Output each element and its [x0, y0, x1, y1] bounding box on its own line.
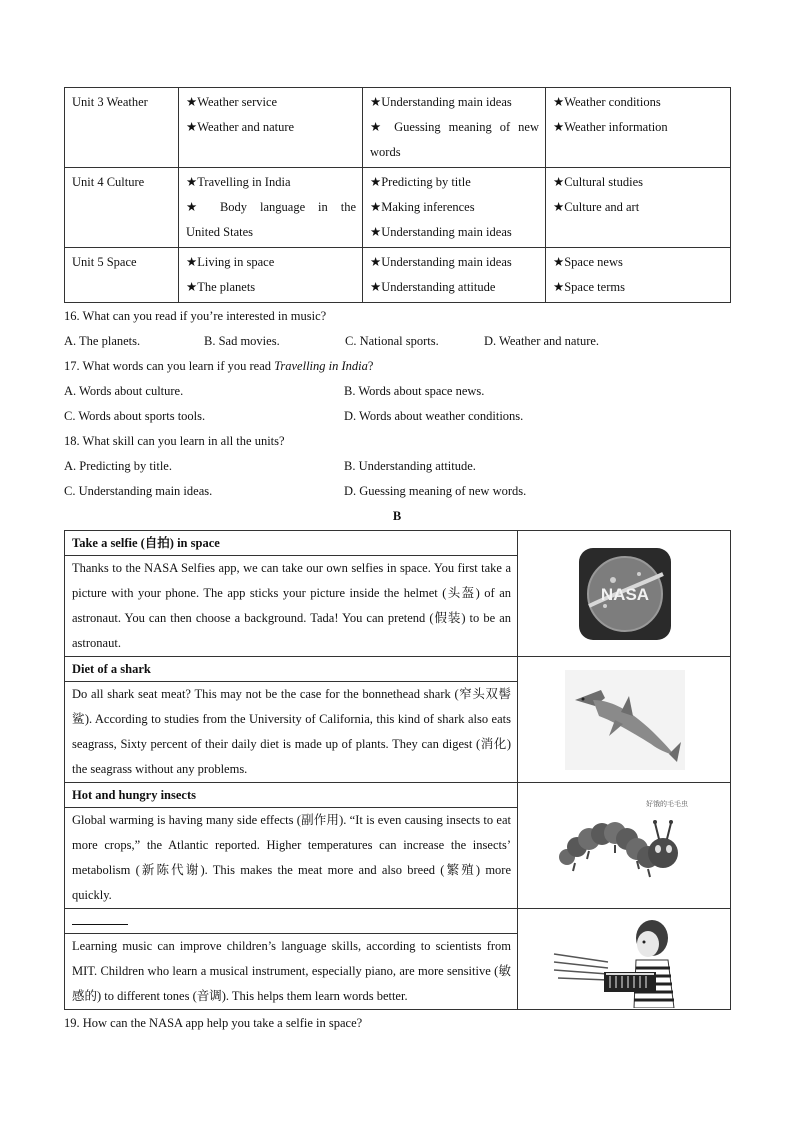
option-b[interactable]: B. Sad movies. [204, 334, 280, 348]
title-blank-line[interactable] [72, 910, 128, 925]
unit-cell: Unit 3 Weather [65, 88, 179, 168]
options-row [64, 479, 730, 504]
child-piano-picture [550, 910, 700, 1008]
skills-cell: ★Predicting by title ★Making inferences ★Understanding main ideas [363, 168, 546, 248]
table-row [65, 248, 731, 303]
skills-cell: ★Understanding main ideas ★ Guessing meaning of new words [363, 88, 546, 168]
article-body: Global warming is having many side effects (副作用). “It is even causing insects to eat more crops,” the Atlantic reported. Higher temperatures can increase the insects’ metabolism (新陈代谢). This makes the meat more and also breed (繁殖) more quickly. [65, 808, 518, 909]
unit-cell: Unit 5 Space [65, 248, 179, 303]
article-image-cell [518, 531, 731, 657]
article-image-cell [518, 909, 731, 1010]
article-title-blank [65, 909, 518, 934]
question-stem: 18. What skill can you learn in all the units? [64, 434, 285, 448]
question-19-stem: 19. How can the NASA app help you take a selfie in space? [64, 1016, 363, 1030]
options-row [64, 379, 730, 404]
svg-text:NASA: NASA [600, 584, 649, 604]
option-a[interactable]: A. Words about culture. [64, 384, 184, 398]
option-c[interactable]: C. Words about sports tools. [64, 409, 206, 423]
article-body: Do all shark seat meat? This may not be the case for the bonnethead shark (窄头双髻鲨). According to studies from the University of California, this kind of shark also eats seagrass, Sixty percent of their daily diet is made up of plants. They can digest (消化) the seagrass without any problems. [65, 682, 518, 783]
article-image-cell [518, 657, 731, 783]
topics-cell: ★Living in space ★The planets [179, 248, 363, 303]
option-d[interactable]: D. Weather and nature. [484, 334, 600, 348]
topics-cell: ★Weather service ★Weather and nature [179, 88, 363, 168]
table-row [65, 531, 731, 556]
option-c[interactable]: C. National sports. [345, 334, 439, 348]
articles-table [64, 530, 731, 1010]
skills-cell: ★Understanding main ideas ★Understanding attitude [363, 248, 546, 303]
table-row [65, 88, 731, 168]
options-row [64, 454, 730, 479]
question-stem: 16. What can you read if you’re interested in music? [64, 309, 327, 323]
option-d[interactable]: D. Words about weather conditions. [344, 409, 524, 423]
topics-cell: ★Travelling in India ★ Body language in the United States [179, 168, 363, 248]
article-title: Hot and hungry insects [65, 783, 518, 808]
words-cell: ★Weather conditions ★Weather information [546, 88, 731, 168]
option-b[interactable]: B. Understanding attitude. [344, 459, 476, 473]
table-row [65, 783, 731, 808]
caterpillar-picture [555, 801, 695, 891]
hammerhead-shark-picture [565, 670, 685, 770]
option-a[interactable]: A. The planets. [64, 334, 141, 348]
option-d[interactable]: D. Guessing meaning of new words. [344, 484, 527, 498]
page [64, 87, 730, 1036]
article-title: Take a selfie (自拍) in space [65, 531, 518, 556]
question-18 [64, 429, 730, 504]
book-title: Travelling in India [274, 359, 368, 373]
options-row [64, 404, 730, 429]
unit-cell: Unit 4 Culture [65, 168, 179, 248]
options-row [64, 329, 730, 354]
section-b-heading: B [392, 509, 402, 523]
question-17 [64, 354, 730, 429]
article-title: Diet of a shark [65, 657, 518, 682]
article-body: Learning music can improve children’s language skills, according to scientists from MIT. Children who learn a musical instrument, especially piano, are more sensitive (敏感的) to different tones (音调). This helps them learn words better. [65, 934, 518, 1010]
option-a[interactable]: A. Predicting by title. [64, 459, 172, 473]
table-row [65, 168, 731, 248]
question-stem: 17. What words can you learn if you read Travelling in India? [64, 359, 374, 373]
option-b[interactable]: B. Words about space news. [344, 384, 485, 398]
article-body: Thanks to the NASA Selfies app, we can take our own selfies in space. You first take a picture with your phone. The app sticks your picture inside the helmet (头盔) of an astronaut. You can then choose a background. Tada! You can pretend (假装) to be an astronaut. [65, 556, 518, 657]
words-cell: ★Space news ★Space terms [546, 248, 731, 303]
units-table [64, 87, 731, 303]
option-c[interactable]: C. Understanding main ideas. [64, 484, 213, 498]
table-row [65, 909, 731, 934]
question-16 [64, 304, 730, 354]
nasa-app-icon [575, 544, 675, 644]
table-row [65, 657, 731, 682]
words-cell: ★Cultural studies ★Culture and art [546, 168, 731, 248]
caterpillar-caption: 好饿的毛毛虫 [646, 800, 688, 808]
article-image-cell [518, 783, 731, 909]
